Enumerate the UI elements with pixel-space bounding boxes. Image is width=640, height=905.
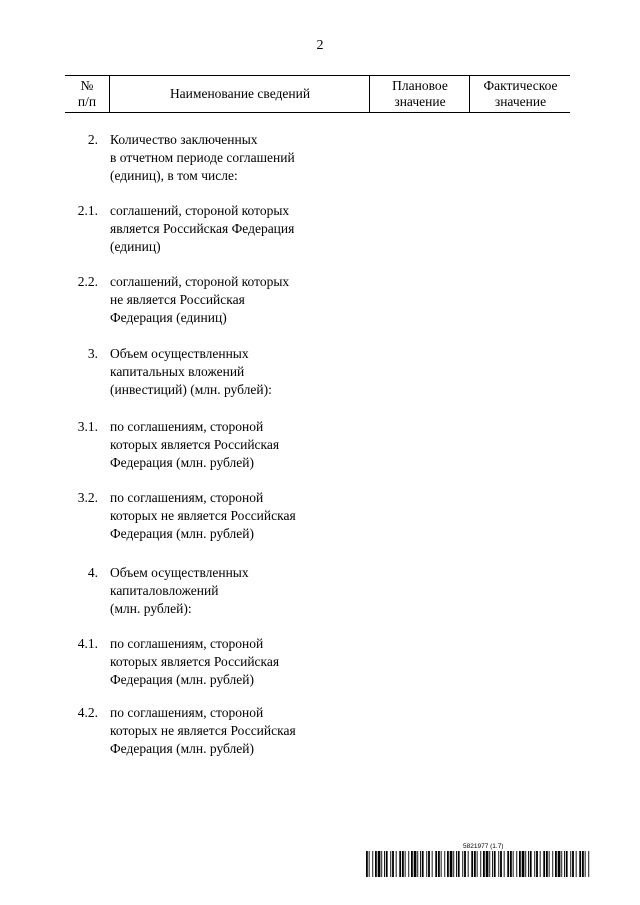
row-name: Количество заключенных в отчетном периоде соглашений (единиц), в том числе: xyxy=(110,132,295,183)
header-number-line1: № xyxy=(80,78,94,93)
table-body xyxy=(65,131,570,764)
header-number-line2: п/п xyxy=(77,94,97,109)
row-name: Объем осуществленных капиталовложений (млн. рублей): xyxy=(110,565,249,616)
header-plan-line1: Плановое xyxy=(392,78,448,93)
page-number: 2 xyxy=(316,38,324,53)
header-fact-line1: Фактическое xyxy=(483,78,558,93)
header-fact-line2: значение xyxy=(494,94,547,109)
row-number: 4. xyxy=(87,565,98,580)
barcode-icon xyxy=(366,851,590,877)
row-name: Объем осуществленных капитальных вложений (инвестиций) (млн. рублей): xyxy=(110,346,272,397)
table-row xyxy=(65,273,570,345)
row-number: 2.1. xyxy=(77,203,98,218)
header-name-label: Наименование сведений xyxy=(169,86,311,101)
row-number: 3. xyxy=(87,346,98,361)
table-row xyxy=(65,131,570,202)
table-row xyxy=(65,345,570,418)
row-name: соглашений, стороной которых является Российская Федерация (единиц) xyxy=(110,203,295,254)
row-name: соглашений, стороной которых не является Российская Федерация (единиц) xyxy=(110,274,290,325)
row-name: по соглашениям, стороной которых является Российская Федерация (млн. рублей) xyxy=(110,636,280,687)
barcode-caption: 5821977 (1.7) xyxy=(463,843,504,850)
row-name: по соглашениям, стороной которых является Российская Федерация (млн. рублей) xyxy=(110,419,280,470)
header-plan-line2: значение xyxy=(394,94,446,109)
row-number: 4.2. xyxy=(77,705,98,720)
header-name-column xyxy=(109,76,370,112)
table-row xyxy=(65,704,570,764)
row-number: 3.2. xyxy=(77,490,98,505)
table-row xyxy=(65,635,570,704)
header-fact-column xyxy=(469,76,571,112)
row-number: 2.2. xyxy=(77,274,98,289)
row-number: 2. xyxy=(87,132,98,147)
table-row xyxy=(65,418,570,489)
table-row xyxy=(65,202,570,273)
table-header xyxy=(65,75,570,113)
header-number-column xyxy=(65,76,109,112)
table-row xyxy=(65,489,570,564)
table-row xyxy=(65,564,570,635)
row-name: по соглашениям, стороной которых не является Российская Федерация (млн. рублей) xyxy=(110,705,296,756)
row-number: 4.1. xyxy=(77,636,98,651)
header-plan-column xyxy=(369,76,470,112)
row-name: по соглашениям, стороной которых не является Российская Федерация (млн. рублей) xyxy=(110,490,296,541)
row-number: 3.1. xyxy=(77,419,98,434)
